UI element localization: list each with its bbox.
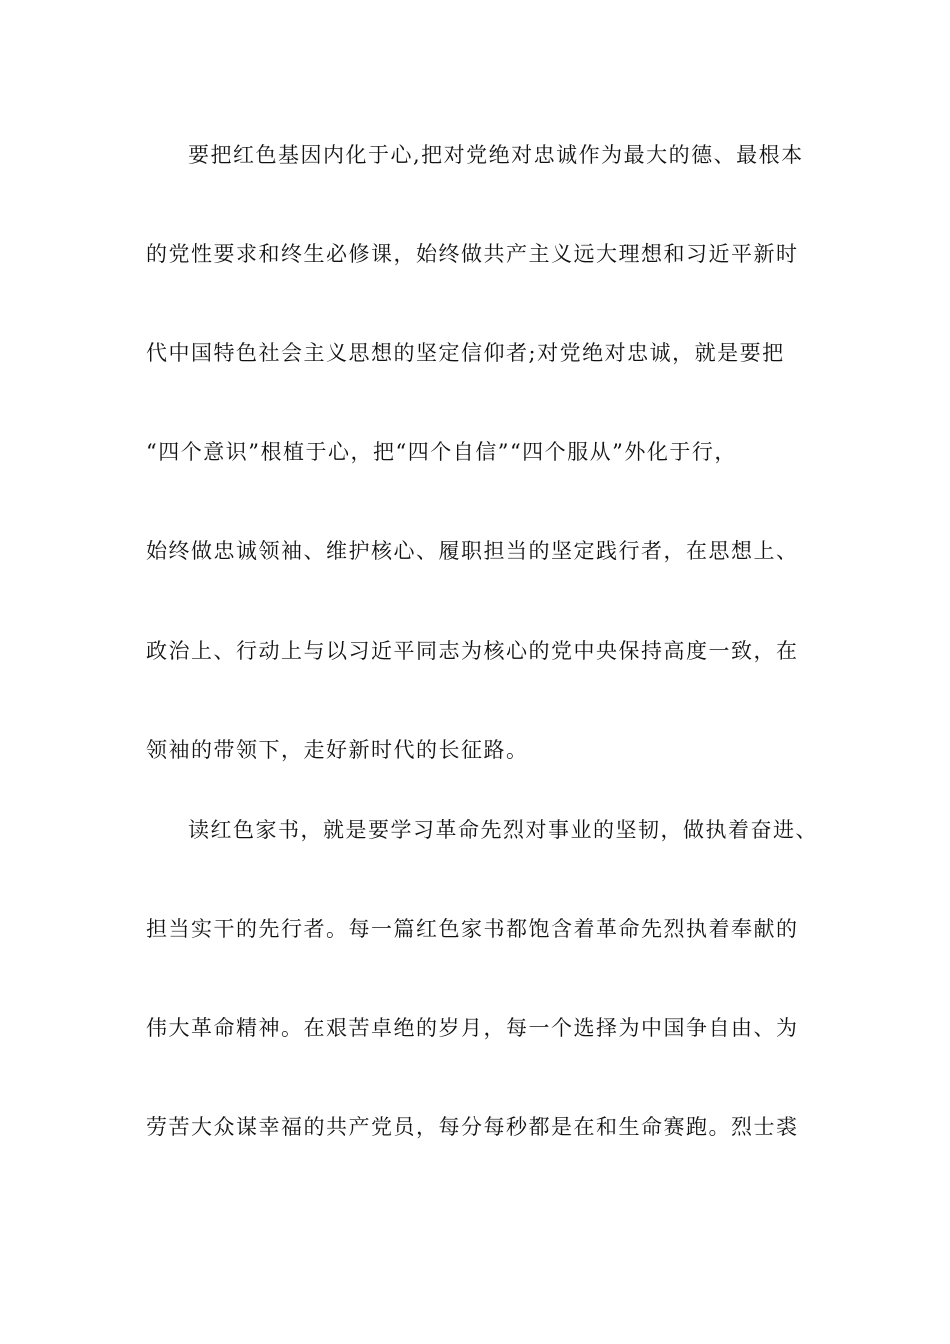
paragraph-line: 伟大革命精神。在艰苦卓绝的岁月，每一个选择为中国争自由、为 — [146, 1016, 799, 1040]
paragraph-line: 代中国特色社会主义思想的坚定信仰者;对党绝对忠诚，就是要把 — [146, 341, 785, 365]
paragraph-line: 的党性要求和终生必修课，始终做共产主义远大理想和习近平新时 — [146, 242, 799, 266]
paragraph-line: 劳苦大众谋幸福的共产党员，每分每秒都是在和生命赛跑。烈士裘 — [146, 1115, 799, 1139]
paragraph-line: 领袖的带领下，走好新时代的长征路。 — [146, 738, 529, 762]
paragraph-line: “四个意识”根植于心，把“四个自信”“四个服从”外化于行， — [146, 440, 737, 464]
paragraph-line: 担当实干的先行者。每一篇红色家书都饱含着革命先烈执着奉献的 — [146, 917, 799, 941]
paragraph-line: 要把红色基因内化于心,把对党绝对忠诚作为最大的德、最根本 — [188, 143, 804, 167]
paragraph-line: 始终做忠诚领袖、维护核心、履职担当的坚定践行者，在思想上、 — [146, 539, 799, 563]
paragraph-line: 政治上、行动上与以习近平同志为核心的党中央保持高度一致，在 — [146, 639, 799, 663]
paragraph-line: 读红色家书，就是要学习革命先烈对事业的坚韧，做执着奋进、 — [188, 818, 818, 842]
